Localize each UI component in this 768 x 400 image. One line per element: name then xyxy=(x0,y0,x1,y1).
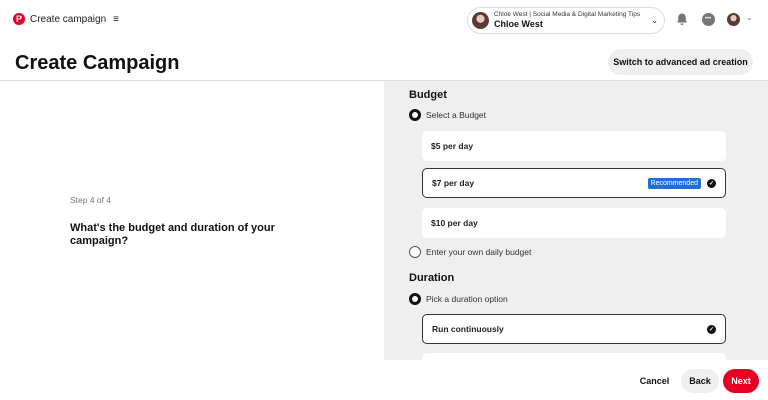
step-info-panel xyxy=(0,81,384,360)
next-button[interactable]: Next xyxy=(723,369,759,393)
top-bar xyxy=(0,0,768,40)
duration-option-continuous[interactable] xyxy=(422,314,726,344)
chat-icon: ••• xyxy=(702,13,715,26)
option-label: $7 per day xyxy=(432,178,475,188)
cancel-button[interactable]: Cancel xyxy=(632,369,677,393)
checkmark-icon: ✓ xyxy=(708,326,715,333)
switch-advanced-button[interactable]: Switch to advanced ad creation xyxy=(608,49,753,75)
footer-bar xyxy=(0,360,768,400)
notifications-button[interactable] xyxy=(675,12,689,26)
custom-budget-radio[interactable] xyxy=(409,246,531,258)
chevron-down-icon: ⌄ xyxy=(651,16,658,25)
duration-heading: Duration xyxy=(409,272,455,284)
budget-option-5[interactable] xyxy=(422,131,726,161)
duration-option-next[interactable] xyxy=(422,353,726,360)
account-name: Chloe West xyxy=(494,18,543,29)
app-title: Create campaign xyxy=(30,13,107,25)
account-switcher[interactable] xyxy=(467,7,665,34)
option-label: Run continuously xyxy=(432,324,504,334)
pick-duration-radio[interactable] xyxy=(409,293,508,305)
radio-unselected-icon[interactable] xyxy=(409,246,421,258)
checkmark-icon: ✓ xyxy=(708,180,715,187)
chevron-down-icon[interactable]: ⌄ xyxy=(746,13,753,22)
option-label: $5 per day xyxy=(431,141,474,151)
brand xyxy=(13,13,119,25)
radio-label: Pick a duration option xyxy=(426,294,508,304)
account-subtitle: Chloe West | Social Media & Digital Marketing Tips xyxy=(494,11,641,19)
account-avatar xyxy=(472,12,489,29)
page-title: Create Campaign xyxy=(15,52,180,74)
radio-selected-icon[interactable] xyxy=(409,293,421,305)
radio-selected-icon[interactable] xyxy=(409,109,421,121)
budget-duration-panel[interactable] xyxy=(384,81,768,360)
step-question: What's the budget and duration of your campaign? xyxy=(70,222,275,247)
select-budget-radio[interactable] xyxy=(409,109,486,121)
pinterest-logo-icon[interactable]: P xyxy=(13,13,25,25)
bell-icon xyxy=(676,13,688,26)
budget-option-7[interactable] xyxy=(422,168,726,198)
step-indicator: Step 4 of 4 xyxy=(70,195,112,205)
hamburger-menu-icon[interactable]: ≡ xyxy=(113,13,119,25)
page-header xyxy=(0,40,768,81)
profile-avatar[interactable] xyxy=(727,13,740,26)
back-button[interactable]: Back xyxy=(681,369,719,393)
recommended-badge: Recommended xyxy=(648,178,701,189)
option-label: $10 per day xyxy=(431,218,478,228)
radio-label: Select a Budget xyxy=(426,110,487,120)
budget-option-10[interactable] xyxy=(422,208,726,238)
messages-button[interactable] xyxy=(701,12,715,26)
budget-heading: Budget xyxy=(409,89,447,101)
radio-label: Enter your own daily budget xyxy=(426,247,532,257)
